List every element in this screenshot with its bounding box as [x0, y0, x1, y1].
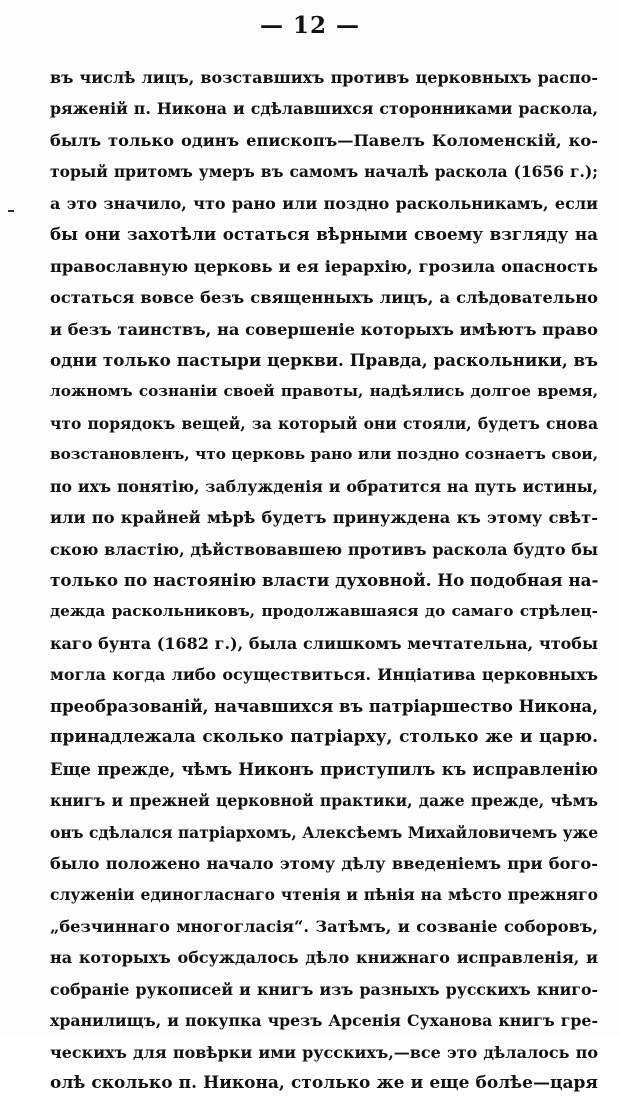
text-line: православную церковь и ея іерархію, грозила опасность: [50, 256, 598, 276]
text-line: былъ только одинъ епископъ—Павелъ Коломенскій, ко-: [50, 130, 598, 150]
text-line: каго бунта (1682 г.), была слишкомъ мечтательна, чтобы: [50, 633, 598, 653]
text-line: на которыхъ обсуждалось дѣло книжнаго исправленія, и: [50, 948, 598, 968]
text-line: скою властію, дѣйствовавшею противъ раскола будто бы: [50, 539, 598, 559]
margin-mark: [8, 210, 14, 212]
text-line: Еще прежде, чѣмъ Никонъ приступилъ къ исправленію: [50, 759, 598, 779]
text-line: олѣ сколько п. Никона, столько же и еще болѣе—царя: [50, 1073, 598, 1093]
text-line: бы они захотѣли остаться вѣрными своему взгляду на: [50, 224, 598, 245]
text-line: и безъ таинствъ, на совершеніе которыхъ имѣютъ право: [50, 319, 598, 339]
text-line: что порядокъ вещей, за который они стояли, будетъ снова: [50, 413, 598, 433]
text-line: ложномъ сознаніи своей правоты, надѣялись долгое время,: [50, 382, 598, 401]
text-line: одни только пастыри церкви. Правда, раскольники, въ: [50, 349, 598, 370]
body-text: [50, 62, 598, 1099]
text-line: или по крайней мѣрѣ будетъ принуждена къ этому свѣт-: [50, 508, 598, 528]
text-line: возстановленъ, что церковь рано или поздно сознаетъ свои,: [50, 445, 598, 464]
page-number: — 12 —: [259, 12, 361, 39]
text-line: было положено начало этому дѣлу введеніемъ при богo-: [50, 853, 598, 873]
text-line: „безчиннаго многогласія“. Затѣмъ, и созваніе соборовъ,: [50, 916, 598, 936]
text-line: дежда раскольниковъ, продолжавшаяся до самаго стрѣлец-: [50, 602, 598, 621]
text-line: собраніе рукописей и книгъ изъ разныхъ русскихъ книго-: [50, 979, 598, 999]
text-line: книгъ и прежней церковной практики, даже прежде, чѣмъ: [50, 791, 598, 811]
text-line: по ихъ понятію, заблужденія и обратится на путь истины,: [50, 476, 598, 496]
text-line: принадлежала сколько патріарху, столько же и царю.: [50, 727, 598, 748]
text-line: ряженій п. Никона и сдѣлавшихся сторонниками раскола,: [50, 99, 598, 119]
text-line: остаться вовсе безъ священныхъ лицъ, а слѣдовательно: [50, 288, 598, 308]
text-line: онъ сдѣлался патріархомъ, Алексѣемъ Михайловичемъ уже: [50, 822, 598, 842]
text-line: ческихъ для повѣрки ими русскихъ,—все это дѣлалось по: [50, 1042, 598, 1062]
text-line: только по настоянію власти духовной. Но подобная на-: [50, 570, 598, 590]
text-line: могла когда либо осуществиться. Инціатива церковныхъ: [50, 665, 598, 685]
text-line: а это значило, что рано или поздно раскольникамъ, если: [50, 193, 598, 213]
text-line: хранилищъ, и покупка чрезъ Арсенія Суханова книгъ гре-: [50, 1011, 598, 1031]
text-line: служеніи единогласнаго чтенія и пѣнія на мѣсто прежняго: [50, 885, 598, 905]
text-line: преобразованій, начавшихся въ патріаршество Никона,: [50, 696, 598, 716]
text-line: въ числѣ лицъ, возставшихъ противъ церковныхъ распо-: [50, 68, 598, 87]
text-line: торый притомъ умеръ въ самомъ началѣ раскола (1656 г.);: [50, 162, 598, 182]
